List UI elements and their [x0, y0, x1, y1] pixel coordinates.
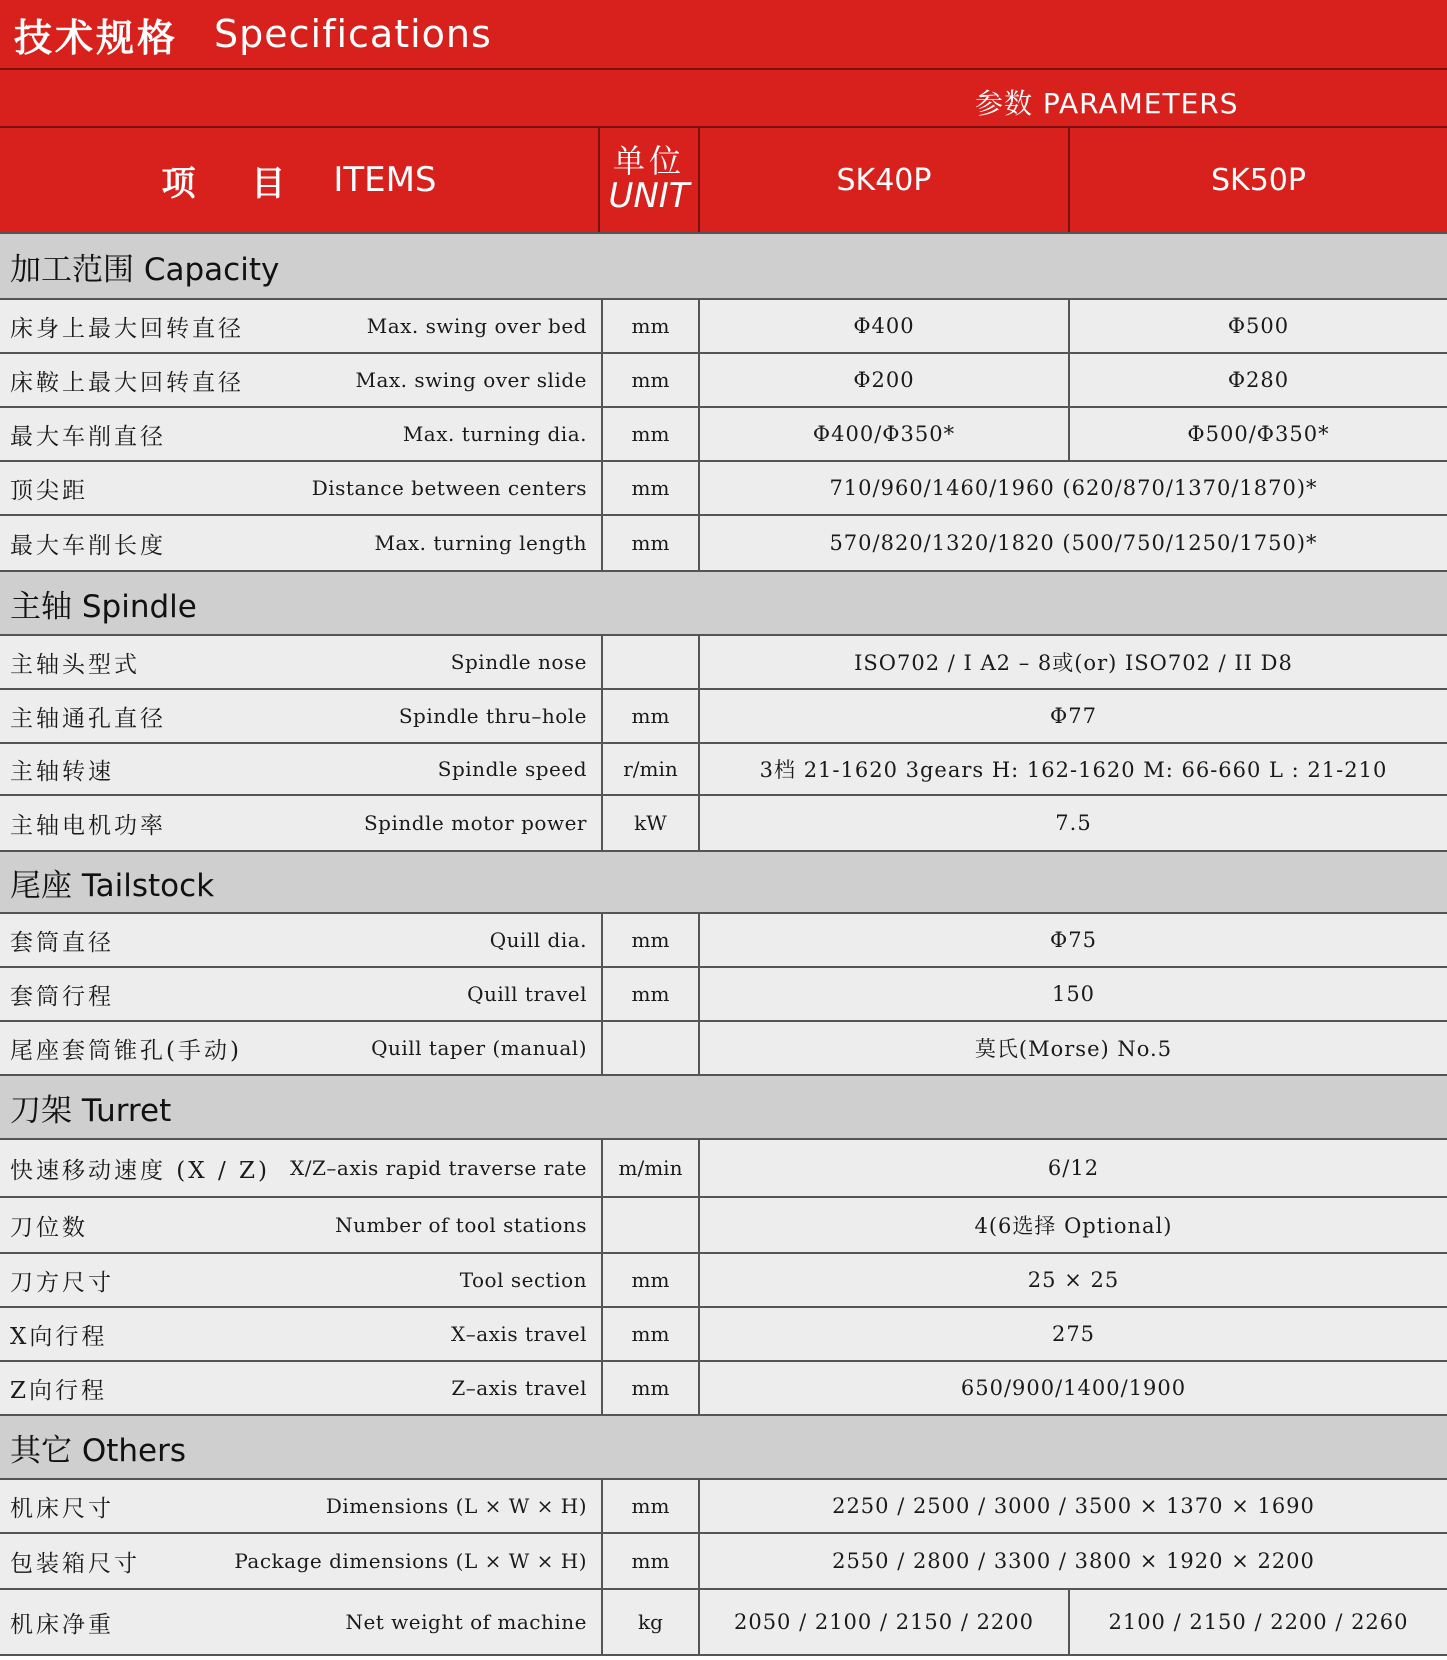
item-name-zh: 快速移动速度 (X / Z) [10, 1157, 270, 1184]
value-cell-both-models: Φ75 [1050, 928, 1097, 952]
value-cell-sk50p: 2100 / 2150 / 2200 / 2260 [1108, 1610, 1409, 1634]
unit-cell: r/min [603, 744, 700, 794]
unit-cell: mm [603, 1480, 700, 1532]
item-cell [0, 1198, 603, 1252]
value-cell-sk50p: Φ500/Φ350* [1187, 422, 1330, 446]
item-cell [0, 1362, 603, 1414]
item-name-en: Max. swing over bed [366, 314, 587, 338]
item-name-zh: Z向行程 [10, 1377, 107, 1404]
unit-cell [603, 636, 700, 688]
model-sk50p-header: SK50P [1211, 162, 1306, 198]
item-name-zh: 刀位数 [10, 1214, 88, 1241]
item-cell [0, 1590, 603, 1654]
value-cell-sk50p: Φ500 [1227, 314, 1290, 338]
value-cell-both-models: 莫氏(Morse) No.5 [974, 1037, 1173, 1061]
item-cell [0, 1140, 603, 1196]
item-name-zh: 顶尖距 [10, 477, 88, 504]
table-row [0, 914, 1447, 968]
value-cell-sk40p: Φ400 [700, 300, 1070, 352]
item-name-en: Net weight of machine [345, 1610, 587, 1634]
table-row [0, 462, 1447, 516]
unit-cell: mm [603, 462, 700, 514]
item-name-zh: 最大车削直径 [10, 423, 166, 450]
value-cell-both-models: 7.5 [1055, 811, 1092, 835]
value-cell-sk40p: Φ400/Φ350* [700, 408, 1070, 460]
item-name-en: Max. turning dia. [402, 422, 587, 446]
table-row [0, 1308, 1447, 1362]
item-name-zh: 床鞍上最大回转直径 [10, 369, 244, 396]
value-cell-both-models: 275 [1051, 1322, 1096, 1346]
value-cell-both-models: 2250 / 2500 / 3000 / 3500 × 1370 × 1690 [832, 1494, 1315, 1518]
unit-cell: mm [603, 354, 700, 406]
item-cell [0, 914, 603, 966]
unit-cell: mm [603, 300, 700, 352]
unit-cell: mm [603, 1362, 700, 1414]
unit-cell: mm [603, 516, 700, 570]
title-en: Specifications [214, 12, 492, 56]
value-cell-both-models: 2550 / 2800 / 3300 / 3800 × 1920 × 2200 [832, 1549, 1315, 1573]
item-name-en: Max. swing over slide [355, 368, 587, 392]
items-header [0, 128, 600, 232]
unit-cell: mm [603, 914, 700, 966]
item-name-en: Tool section [459, 1268, 587, 1292]
table-row [0, 300, 1447, 354]
value-cell-both-models: 570/820/1320/1820 (500/750/1250/1750)* [829, 531, 1318, 555]
item-cell [0, 1534, 603, 1588]
table-row [0, 1590, 1447, 1656]
table-row [0, 1480, 1447, 1534]
unit-header-en: UNIT [608, 175, 690, 216]
value-cell-both-models: 150 [1051, 982, 1096, 1006]
title-bar [0, 0, 1447, 70]
section-header: 其它 Others [0, 1416, 1447, 1480]
item-cell [0, 1308, 603, 1360]
value-cell-both-models: 25 × 25 [1027, 1268, 1120, 1292]
value-cell-sk40p: Φ200 [700, 354, 1070, 406]
table-row [0, 516, 1447, 572]
unit-cell: mm [603, 1254, 700, 1306]
section-header: 主轴 Spindle [0, 572, 1447, 636]
item-cell [0, 516, 603, 570]
item-cell [0, 1254, 603, 1306]
item-name-en: Quill taper (manual) [371, 1036, 587, 1060]
table-row [0, 408, 1447, 462]
items-header-en: ITEMS [333, 160, 437, 200]
unit-cell: kg [603, 1590, 700, 1654]
item-name-zh: 最大车削长度 [10, 532, 166, 559]
item-cell [0, 300, 603, 352]
item-name-en: Spindle thru–hole [398, 704, 587, 728]
item-name-en: Dimensions (L × W × H) [325, 1494, 587, 1518]
unit-header [600, 128, 700, 232]
unit-cell [603, 1198, 700, 1252]
item-name-zh: X向行程 [10, 1323, 108, 1350]
title-zh: 技术规格 [14, 15, 179, 60]
item-name-en: Max. turning length [374, 531, 587, 555]
item-name-en: Spindle motor power [363, 811, 587, 835]
table-row [0, 1534, 1447, 1590]
table-row [0, 796, 1447, 852]
item-cell [0, 690, 603, 742]
item-name-zh: 套筒直径 [10, 929, 114, 956]
table-row [0, 1362, 1447, 1416]
item-name-zh: 包装箱尺寸 [10, 1550, 140, 1577]
table-row [0, 968, 1447, 1022]
item-name-en: Spindle speed [437, 757, 587, 781]
item-name-zh: 床身上最大回转直径 [10, 315, 244, 342]
model-sk40p-header: SK40P [700, 128, 1070, 232]
item-name-en: Package dimensions (L × W × H) [234, 1549, 587, 1573]
unit-cell: mm [603, 1534, 700, 1588]
item-name-en: Number of tool stations [335, 1213, 587, 1237]
unit-header-zh: 单位 [612, 142, 685, 181]
item-name-zh: 尾座套筒锥孔(手动) [10, 1037, 242, 1064]
unit-cell [603, 1022, 700, 1074]
unit-cell: mm [603, 690, 700, 742]
table-row [0, 1140, 1447, 1198]
item-name-en: Quill travel [467, 982, 587, 1006]
table-row [0, 1022, 1447, 1076]
value-cell-both-models: 6/12 [1047, 1156, 1100, 1180]
table-row [0, 744, 1447, 796]
item-cell [0, 1022, 603, 1074]
parameters-label: 参数 PARAMETERS [975, 87, 1239, 120]
item-name-zh: 主轴转速 [10, 758, 114, 785]
table-row [0, 354, 1447, 408]
item-name-en: X/Z–axis rapid traverse rate [290, 1156, 587, 1180]
value-cell-both-models: Φ77 [1050, 704, 1097, 728]
item-cell [0, 796, 603, 850]
item-name-zh: 主轴通孔直径 [10, 705, 166, 732]
item-cell [0, 744, 603, 794]
value-cell-both-models: 650/900/1400/1900 [960, 1376, 1187, 1400]
item-name-en: Quill dia. [489, 928, 587, 952]
item-cell [0, 408, 603, 460]
value-cell-both-models: ISO702 / I A2 – 8或(or) ISO702 / II D8 [854, 651, 1293, 675]
item-name-zh: 机床尺寸 [10, 1495, 114, 1522]
unit-cell: mm [603, 408, 700, 460]
items-header-zh: 项 目 [161, 163, 308, 204]
parameters-bar [0, 70, 1447, 128]
value-cell-both-models: 3档 21-1620 3gears H: 162-1620 M: 66-660 L : 21-210 [759, 758, 1388, 782]
table-row [0, 1254, 1447, 1308]
section-header: 刀架 Turret [0, 1076, 1447, 1140]
unit-cell: mm [603, 1308, 700, 1360]
item-cell [0, 462, 603, 514]
item-name-zh: 套筒行程 [10, 983, 114, 1010]
section-header: 加工范围 Capacity [0, 234, 1447, 300]
item-cell [0, 636, 603, 688]
item-cell [0, 968, 603, 1020]
spec-table-body [0, 234, 1447, 1656]
value-cell-both-models: 710/960/1460/1960 (620/870/1370/1870)* [829, 476, 1318, 500]
unit-cell: kW [603, 796, 700, 850]
item-cell [0, 1480, 603, 1532]
item-name-zh: 主轴电机功率 [10, 812, 166, 839]
item-cell [0, 354, 603, 406]
item-name-en: X–axis travel [450, 1322, 587, 1346]
table-header [0, 128, 1447, 234]
unit-cell: m/min [603, 1140, 700, 1196]
item-name-zh: 刀方尺寸 [10, 1269, 114, 1296]
table-row [0, 1198, 1447, 1254]
table-row [0, 636, 1447, 690]
value-cell-sk50p: Φ280 [1227, 368, 1290, 392]
unit-cell: mm [603, 968, 700, 1020]
item-name-zh: 主轴头型式 [10, 651, 140, 678]
item-name-en: Spindle nose [450, 650, 587, 674]
table-row [0, 690, 1447, 744]
item-name-en: Distance between centers [311, 476, 587, 500]
value-cell-sk40p: 2050 / 2100 / 2150 / 2200 [700, 1590, 1070, 1654]
value-cell-both-models: 4(6选择 Optional) [974, 1214, 1173, 1238]
section-header: 尾座 Tailstock [0, 852, 1447, 914]
item-name-en: Z–axis travel [451, 1376, 587, 1400]
item-name-zh: 机床净重 [10, 1611, 114, 1638]
